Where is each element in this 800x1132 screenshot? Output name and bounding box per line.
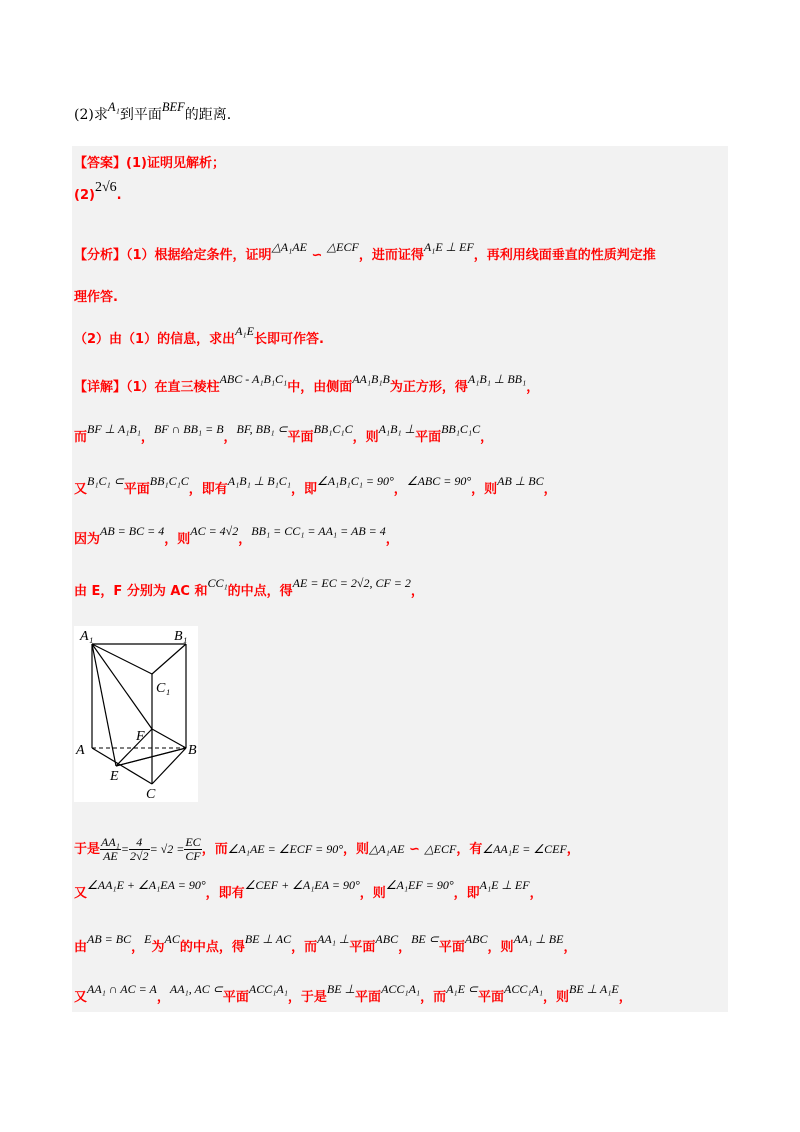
question-line <box>74 100 232 124</box>
detail-line-7 <box>74 878 543 901</box>
detail-text: 又 <box>74 886 88 901</box>
detail-text: 而 <box>74 430 88 445</box>
detail-text: ，而 <box>291 940 318 955</box>
answer-tag: 【答案】 <box>74 156 127 171</box>
math-expr: = <box>120 842 129 856</box>
detail-text: 平面 <box>415 430 442 445</box>
label-a: A <box>76 743 85 758</box>
math-expr: ∠ABC = 90° <box>406 474 472 488</box>
math-expr: AC <box>164 932 180 946</box>
frac-num: 4 <box>129 836 150 850</box>
detail-line-5 <box>74 576 424 599</box>
detail-text: ， <box>156 990 170 1005</box>
similar-symbol: ∽ <box>311 248 323 263</box>
math-expr: BB₁C₁C <box>149 474 189 488</box>
detail-text: ， <box>238 532 252 547</box>
detail-text: 平面 <box>477 990 504 1005</box>
detail-text: 又 <box>74 990 88 1005</box>
detail-text: ， <box>618 990 632 1005</box>
answer-part1: (1)证明见解析； <box>126 156 225 171</box>
label-f: F <box>136 729 145 744</box>
detail-text: ， <box>566 842 580 857</box>
detail-text: ，则 <box>164 532 191 547</box>
detail-text: 平面 <box>438 940 465 955</box>
math-expr: BF ∩ BB₁ = B <box>153 422 224 436</box>
analysis-text: 理作答. <box>74 290 118 305</box>
detail-text: ， <box>223 430 237 445</box>
math-expr: = √2 = <box>149 842 185 856</box>
math-expr: △A₁AE <box>369 842 405 856</box>
math-expr: AA₁B₁B <box>352 372 390 386</box>
math-expr: B₁C₁ ⊂ <box>87 474 124 488</box>
detail-text: 为正方形，得 <box>389 380 468 395</box>
math-expr: CC₁ <box>207 576 228 590</box>
label-c1: C₁ <box>156 681 171 696</box>
analysis-text: （1）根据给定条件，证明 <box>126 248 272 263</box>
detail-text: 的中点，得 <box>179 940 245 955</box>
math-expr: A₁E <box>235 324 254 338</box>
math-expr: AA₁ ⊥ BE <box>513 932 564 946</box>
detail-line-8 <box>74 932 577 955</box>
math-expr: △A₁AE <box>271 240 307 254</box>
detail-text: 平面 <box>123 482 150 497</box>
math-expr: ∠CEF + ∠A₁EA = 90° <box>244 878 360 892</box>
math-expr: BE ⊥ <box>326 982 356 996</box>
detail-line-2 <box>74 422 494 445</box>
detail-text: ， <box>563 940 577 955</box>
math-expr: AB = BC = 4 <box>100 524 165 538</box>
question-middle: 到平面 <box>119 107 162 123</box>
answer-part2-label: (2) <box>74 188 95 203</box>
question-var-bef: BEF <box>161 100 185 114</box>
math-expr: A₁E ⊂ <box>446 982 478 996</box>
math-expr: AA₁, AC ⊂ <box>169 982 223 996</box>
math-expr: ∠AA₁E = ∠CEF <box>482 842 567 856</box>
label-e: E <box>110 769 119 784</box>
similar-symbol: ∽ <box>408 842 420 857</box>
math-expr: BE ⊥ AC <box>244 932 292 946</box>
analysis-text: ，进而证得 <box>358 248 424 263</box>
math-expr: A₁E ⊥ EF <box>423 240 474 254</box>
detail-line-9 <box>74 982 632 1005</box>
detail-text: ， <box>410 584 424 599</box>
detail-text: ， <box>393 482 407 497</box>
math-expr: ABC <box>375 932 399 946</box>
detail-text: ，则 <box>487 940 514 955</box>
fraction-aa1-ae <box>100 836 121 863</box>
analysis-line-2 <box>74 286 118 305</box>
answer-part2-end: . <box>116 188 122 203</box>
math-expr: ∠A₁EF = 90° <box>385 878 454 892</box>
analysis-line-3 <box>74 324 324 347</box>
question-var-a1: A₁ <box>107 100 120 114</box>
detail-text: ， <box>140 430 154 445</box>
detail-text: 因为 <box>74 532 101 547</box>
detail-line-6 <box>74 836 580 863</box>
detail-text: 平面 <box>222 990 249 1005</box>
detail-text: ， <box>131 940 145 955</box>
detail-text: ，则 <box>352 430 379 445</box>
math-expr: AE = EC = 2√2, CF = 2 <box>292 576 411 590</box>
math-expr: BE ⊂ <box>411 932 439 946</box>
math-expr: BF, BB₁ ⊂ <box>236 422 288 436</box>
fraction-4-2sqrt2 <box>129 836 150 863</box>
detail-text: ，则 <box>359 886 386 901</box>
detail-text: ，即 <box>290 482 317 497</box>
math-expr: BB₁ = CC₁ = AA₁ = AB = 4 <box>251 524 386 538</box>
frac-num: AA₁ <box>101 835 120 849</box>
prism-diagram <box>74 626 198 802</box>
detail-text: 中，由侧面 <box>287 380 353 395</box>
detail-text: ，则 <box>471 482 498 497</box>
analysis-text: 长即可作答. <box>253 332 324 347</box>
math-expr: ∠A₁B₁C₁ = 90° <box>316 474 394 488</box>
math-expr: AB ⊥ BC <box>497 474 544 488</box>
detail-text: 又 <box>74 482 88 497</box>
detail-line-1 <box>74 372 540 395</box>
detail-text: ，有 <box>456 842 483 857</box>
label-b1: B₁ <box>174 629 188 644</box>
answer-line-1 <box>74 152 225 171</box>
analysis-text: （2）由（1）的信息，求出 <box>74 332 236 347</box>
frac-num: EC <box>185 835 201 849</box>
detail-text: （1）在直三棱柱 <box>126 380 220 395</box>
prism-figure <box>74 626 198 802</box>
detail-text: ，则 <box>543 990 570 1005</box>
label-b: B <box>188 743 197 758</box>
math-expr: BB₁C₁C <box>441 422 481 436</box>
analysis-line-1 <box>74 240 656 263</box>
detail-text: 为 <box>151 940 165 955</box>
detail-text: 于是 <box>74 842 101 857</box>
detail-text: ， <box>526 380 540 395</box>
fraction-ec-cf <box>184 836 201 863</box>
detail-text: ，而 <box>420 990 447 1005</box>
detail-tag: 【详解】 <box>74 380 127 395</box>
math-expr: △ECF <box>424 842 457 856</box>
math-expr: ABC - A₁B₁C₁ <box>219 372 288 386</box>
analysis-tag: 【分析】 <box>74 248 127 263</box>
detail-text: 的中点，得 <box>227 584 293 599</box>
detail-text: ， <box>480 430 494 445</box>
answer-part2-value: 2√6 <box>94 180 117 195</box>
label-a1: A₁ <box>80 629 94 644</box>
detail-text: ， <box>543 482 557 497</box>
frac-den: 2√2 <box>129 849 149 863</box>
label-c: C <box>146 787 156 802</box>
math-expr: ACC₁A₁ <box>381 982 421 996</box>
question-prefix: (2)求 <box>74 107 108 123</box>
math-expr: △ECF <box>326 240 359 254</box>
math-expr: AA₁ ∩ AC = A <box>87 982 157 996</box>
detail-text: ，即有 <box>205 886 245 901</box>
math-expr: BE ⊥ A₁E <box>569 982 619 996</box>
math-expr: A₁B₁ ⊥ <box>378 422 416 436</box>
math-expr: ∠AA₁E + ∠A₁EA = 90° <box>87 878 206 892</box>
math-expr: AC = 4√2 <box>190 524 239 538</box>
analysis-text: ，再利用线面垂直的性质判定推 <box>473 248 656 263</box>
detail-text: ，于是 <box>287 990 327 1005</box>
math-expr: BB₁C₁C <box>313 422 353 436</box>
detail-text: 平面 <box>355 990 382 1005</box>
detail-text: ，即 <box>453 886 480 901</box>
math-expr: BF ⊥ A₁B₁ <box>87 422 141 436</box>
frac-den: CF <box>185 849 201 863</box>
math-expr: ABC <box>464 932 488 946</box>
answer-line-2 <box>74 180 122 204</box>
math-expr: A₁B₁ ⊥ BB₁ <box>467 372 527 386</box>
math-expr: A₁E ⊥ EF <box>479 878 530 892</box>
math-expr: AA₁ ⊥ <box>317 932 350 946</box>
math-expr: AB = BC <box>87 932 132 946</box>
detail-text: ，则 <box>343 842 370 857</box>
math-expr: ACC₁A₁ <box>248 982 288 996</box>
detail-text: ， <box>385 532 399 547</box>
detail-text: 由 E，F 分别为 AC 和 <box>74 584 208 599</box>
detail-text: ，而 <box>201 842 228 857</box>
detail-text: 平面 <box>349 940 376 955</box>
detail-text: ，即有 <box>188 482 228 497</box>
detail-text: ， <box>398 940 412 955</box>
detail-text: ， <box>529 886 543 901</box>
frac-den: AE <box>103 849 118 863</box>
detail-line-3 <box>74 474 557 497</box>
detail-text: 由 <box>74 940 88 955</box>
detail-text: 平面 <box>287 430 314 445</box>
question-suffix: 的距离. <box>184 107 232 123</box>
detail-line-4 <box>74 524 399 547</box>
math-expr: A₁B₁ ⊥ B₁C₁ <box>227 474 291 488</box>
math-expr: ∠A₁AE = ∠ECF = 90° <box>227 842 344 856</box>
math-expr: E <box>144 932 152 946</box>
math-expr: ACC₁A₁ <box>504 982 544 996</box>
